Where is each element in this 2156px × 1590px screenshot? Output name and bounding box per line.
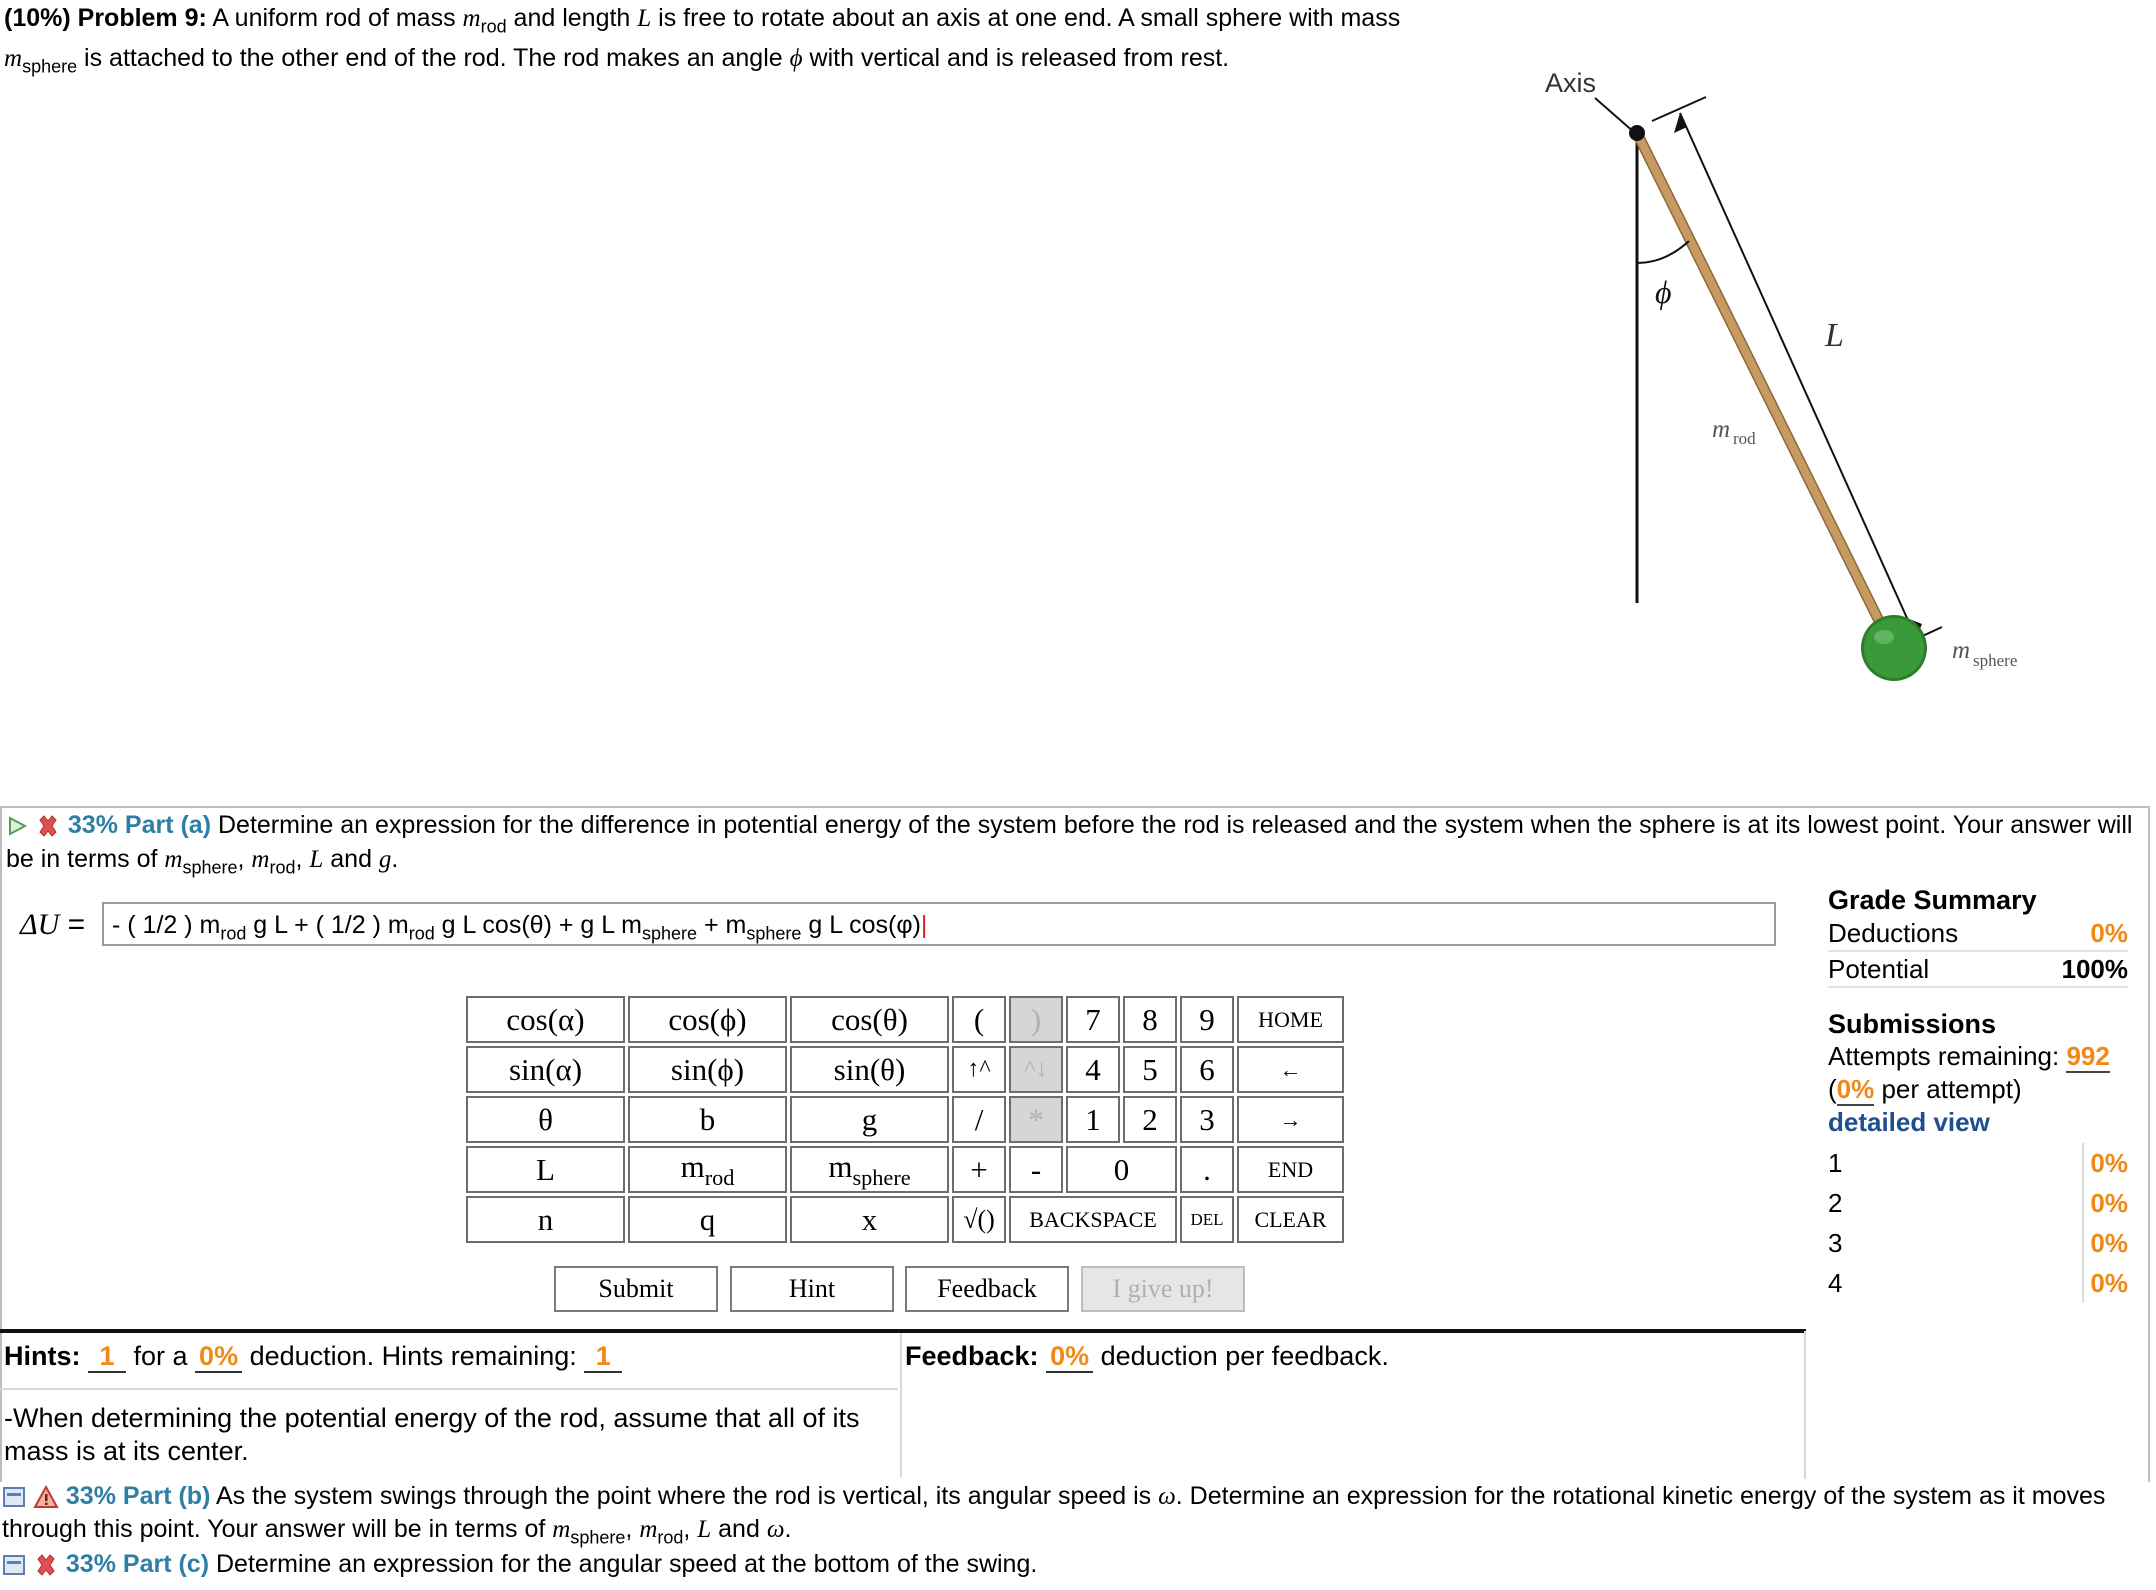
delta-u-label: ΔU = bbox=[20, 908, 86, 941]
key-4[interactable]: 4 bbox=[1066, 1046, 1120, 1093]
sphere-highlight bbox=[1874, 630, 1894, 644]
phi-label: ϕ bbox=[1655, 274, 1672, 310]
potential-value: 100% bbox=[2061, 954, 2128, 984]
key-clear[interactable]: CLEAR bbox=[1237, 1196, 1344, 1243]
key-2[interactable]: 2 bbox=[1123, 1096, 1177, 1143]
key-g[interactable]: g bbox=[790, 1096, 949, 1143]
key-L[interactable]: L bbox=[466, 1146, 625, 1193]
attempts-remaining: Attempts remaining: 992 bbox=[1828, 1041, 2110, 1071]
key-x[interactable]: x bbox=[790, 1196, 949, 1243]
problem-statement bbox=[4, 2, 1444, 83]
hints-count: 1 bbox=[88, 1341, 126, 1373]
key-left-paren[interactable]: ( bbox=[952, 996, 1006, 1043]
feedback-right-border bbox=[1804, 1331, 1806, 1479]
sphere-mass-label-sub: sphere bbox=[1973, 651, 2018, 670]
key-1[interactable]: 1 bbox=[1066, 1096, 1120, 1143]
part-a-header: 33% Part (a) Determine an expression for the difference in potential energy of the system before the rod is released and the system when the sphere is at its lowest point. Your answer will be in terms of $m_{sphere}$, $m_{rod}$, L and g. bbox=[6, 811, 2133, 878]
rod-mass-label-sub: rod bbox=[1733, 429, 1756, 448]
expand-arrow-icon[interactable] bbox=[6, 815, 28, 837]
pivot-point bbox=[1629, 125, 1645, 141]
attempts-value: 992 bbox=[2066, 1041, 2110, 1071]
key-right-paren: ) bbox=[1009, 996, 1063, 1043]
key-3[interactable]: 3 bbox=[1180, 1096, 1234, 1143]
key-decimal[interactable]: . bbox=[1180, 1146, 1234, 1193]
sphere-mass-label: m bbox=[1952, 637, 1971, 664]
key-sin-theta[interactable]: sin(θ) bbox=[790, 1046, 949, 1093]
length-label: L bbox=[1825, 317, 1844, 354]
key-5[interactable]: 5 bbox=[1123, 1046, 1177, 1093]
sphere bbox=[1864, 618, 1924, 678]
part-a-label: Part (a) bbox=[124, 811, 212, 839]
key-del[interactable]: DEL bbox=[1180, 1196, 1234, 1243]
incorrect-x-icon bbox=[35, 813, 61, 839]
part-c-label: Part (c) bbox=[122, 1550, 210, 1578]
deductions-value: 0% bbox=[2090, 918, 2128, 948]
key-sqrt[interactable]: √() bbox=[952, 1196, 1006, 1243]
key-divide[interactable]: / bbox=[952, 1096, 1006, 1143]
submissions-title: Submissions bbox=[1828, 1009, 1997, 1039]
key-superscript-up[interactable]: ↑^ bbox=[952, 1046, 1006, 1093]
key-0[interactable]: 0 bbox=[1066, 1146, 1177, 1193]
grade-summary-title: Grade Summary bbox=[1828, 885, 2037, 915]
key-n[interactable]: n bbox=[466, 1196, 625, 1243]
part-a-percent: 33% bbox=[67, 811, 118, 839]
deductions-row: Deductions 0% bbox=[1828, 916, 2128, 952]
part-c-percent: 33% bbox=[65, 1550, 116, 1578]
submission-list bbox=[1828, 1143, 2128, 1303]
rod bbox=[1637, 133, 1891, 645]
key-m-sphere[interactable]: $m_{sphere}$ bbox=[790, 1146, 949, 1193]
submission-row: 2 0% bbox=[1828, 1183, 2128, 1223]
length-dimension-line bbox=[1680, 113, 1916, 638]
pendulum-figure bbox=[1490, 55, 2090, 705]
hints-deduction: 0% bbox=[195, 1341, 242, 1373]
per-attempt: (0% per attempt) bbox=[1828, 1074, 2022, 1104]
submission-row: 1 0% bbox=[1828, 1143, 2128, 1183]
key-q[interactable]: q bbox=[628, 1196, 787, 1243]
detailed-view-link[interactable]: detailed view bbox=[1828, 1107, 1990, 1137]
problem-label: Problem 9: bbox=[77, 4, 207, 32]
key-minus[interactable]: - bbox=[1009, 1146, 1063, 1193]
key-9[interactable]: 9 bbox=[1180, 996, 1234, 1043]
part-b-header[interactable]: 33% Part (b) As the system swings through the point where the rod is vertical, its angular speed is ω. Determine an expression for the rotational kinetic energy of the system as it moves through this point. Your answer will be in terms of $m_{sphere}$, $m_{rod}$, L and ω. bbox=[2, 1482, 2106, 1548]
key-backspace[interactable]: BACKSPACE bbox=[1009, 1196, 1177, 1243]
submission-row: 4 0% bbox=[1828, 1263, 2128, 1303]
key-cos-theta[interactable]: cos(θ) bbox=[790, 996, 949, 1043]
key-theta[interactable]: θ bbox=[466, 1096, 625, 1143]
problem-weight: (10%) bbox=[4, 4, 71, 32]
problem-text: A uniform rod of mass $m_{rod}$ and length L is free to rotate about an axis at one end. A small sphere with mass $m_{sphere}$ is attached to the other end of the rod. The rod makes an angle ϕ with vertical and is released from rest. bbox=[4, 4, 1401, 77]
angle-arc bbox=[1637, 241, 1689, 263]
grade-summary bbox=[1828, 884, 2128, 1303]
submission-row: 3 0% bbox=[1828, 1223, 2128, 1263]
rod-mass-label: m bbox=[1712, 416, 1731, 443]
hint-text: -When determining the potential energy of the rod, assume that all of its mass is at its center. bbox=[4, 1403, 860, 1466]
text-caret: | bbox=[920, 911, 928, 939]
feedback-deduction: 0% bbox=[1046, 1341, 1093, 1373]
feedback-summary: Feedback: 0% deduction per feedback. bbox=[905, 1341, 1389, 1371]
potential-row: Potential 100% bbox=[1828, 952, 2128, 988]
feedback-button[interactable]: Feedback bbox=[905, 1266, 1069, 1312]
hints-summary: Hints: 1 for a 0% deduction. Hints remaining: 1 bbox=[4, 1336, 898, 1376]
key-plus[interactable]: + bbox=[952, 1146, 1006, 1193]
key-sin-phi[interactable]: sin(ϕ) bbox=[628, 1046, 787, 1093]
key-8[interactable]: 8 bbox=[1123, 996, 1177, 1043]
key-left-arrow[interactable]: ← bbox=[1237, 1046, 1344, 1093]
part-b-label: Part (b) bbox=[122, 1482, 211, 1510]
axis-pointer-line bbox=[1595, 98, 1635, 133]
math-keypad bbox=[463, 993, 1347, 1246]
key-home[interactable]: HOME bbox=[1237, 996, 1344, 1043]
key-superscript-down: ^↓ bbox=[1009, 1046, 1063, 1093]
key-6[interactable]: 6 bbox=[1180, 1046, 1234, 1093]
key-m-rod[interactable]: $m_{rod}$ bbox=[628, 1146, 787, 1193]
axis-label: Axis bbox=[1545, 68, 1597, 98]
warning-icon bbox=[33, 1485, 59, 1509]
hints-separator bbox=[0, 1388, 898, 1390]
key-right-arrow[interactable]: → bbox=[1237, 1096, 1344, 1143]
submit-button[interactable]: Submit bbox=[554, 1266, 718, 1312]
hints-feedback-divider bbox=[0, 1329, 1806, 1333]
key-sin-alpha[interactable]: sin(α) bbox=[466, 1046, 625, 1093]
key-b[interactable]: b bbox=[628, 1096, 787, 1143]
answer-input[interactable]: - ( 1/2 ) $m_{rod}$ g L + ( 1/2 ) $m_{rod}$ g L cos(θ) + g L $m_{sphere} + m_{sphere}$ g L cos(φ)| bbox=[102, 902, 1776, 946]
key-7[interactable]: 7 bbox=[1066, 996, 1120, 1043]
hint-button[interactable]: Hint bbox=[730, 1266, 894, 1312]
key-end[interactable]: END bbox=[1237, 1146, 1344, 1193]
collapsed-panel-icon[interactable] bbox=[2, 1553, 26, 1577]
part-c-header[interactable]: 33% Part (c) Determine an expression for the angular speed at the bottom of the swing. bbox=[2, 1548, 2142, 1581]
give-up-button: I give up! bbox=[1081, 1266, 1245, 1312]
key-multiply: * bbox=[1009, 1096, 1063, 1143]
part-a-text: Determine an expression for the difference in potential energy of the system before the rod is released and the system when the sphere is at its lowest point. Your answer will be in terms of bbox=[6, 811, 2133, 873]
incorrect-x-icon bbox=[33, 1552, 59, 1578]
hints-remaining: 1 bbox=[584, 1341, 622, 1373]
part-b-percent: 33% bbox=[65, 1482, 116, 1510]
key-cos-alpha[interactable]: cos(α) bbox=[466, 996, 625, 1043]
key-cos-phi[interactable]: cos(ϕ) bbox=[628, 996, 787, 1043]
collapsed-panel-icon[interactable] bbox=[2, 1485, 26, 1509]
hints-feedback-separator bbox=[900, 1333, 902, 1477]
